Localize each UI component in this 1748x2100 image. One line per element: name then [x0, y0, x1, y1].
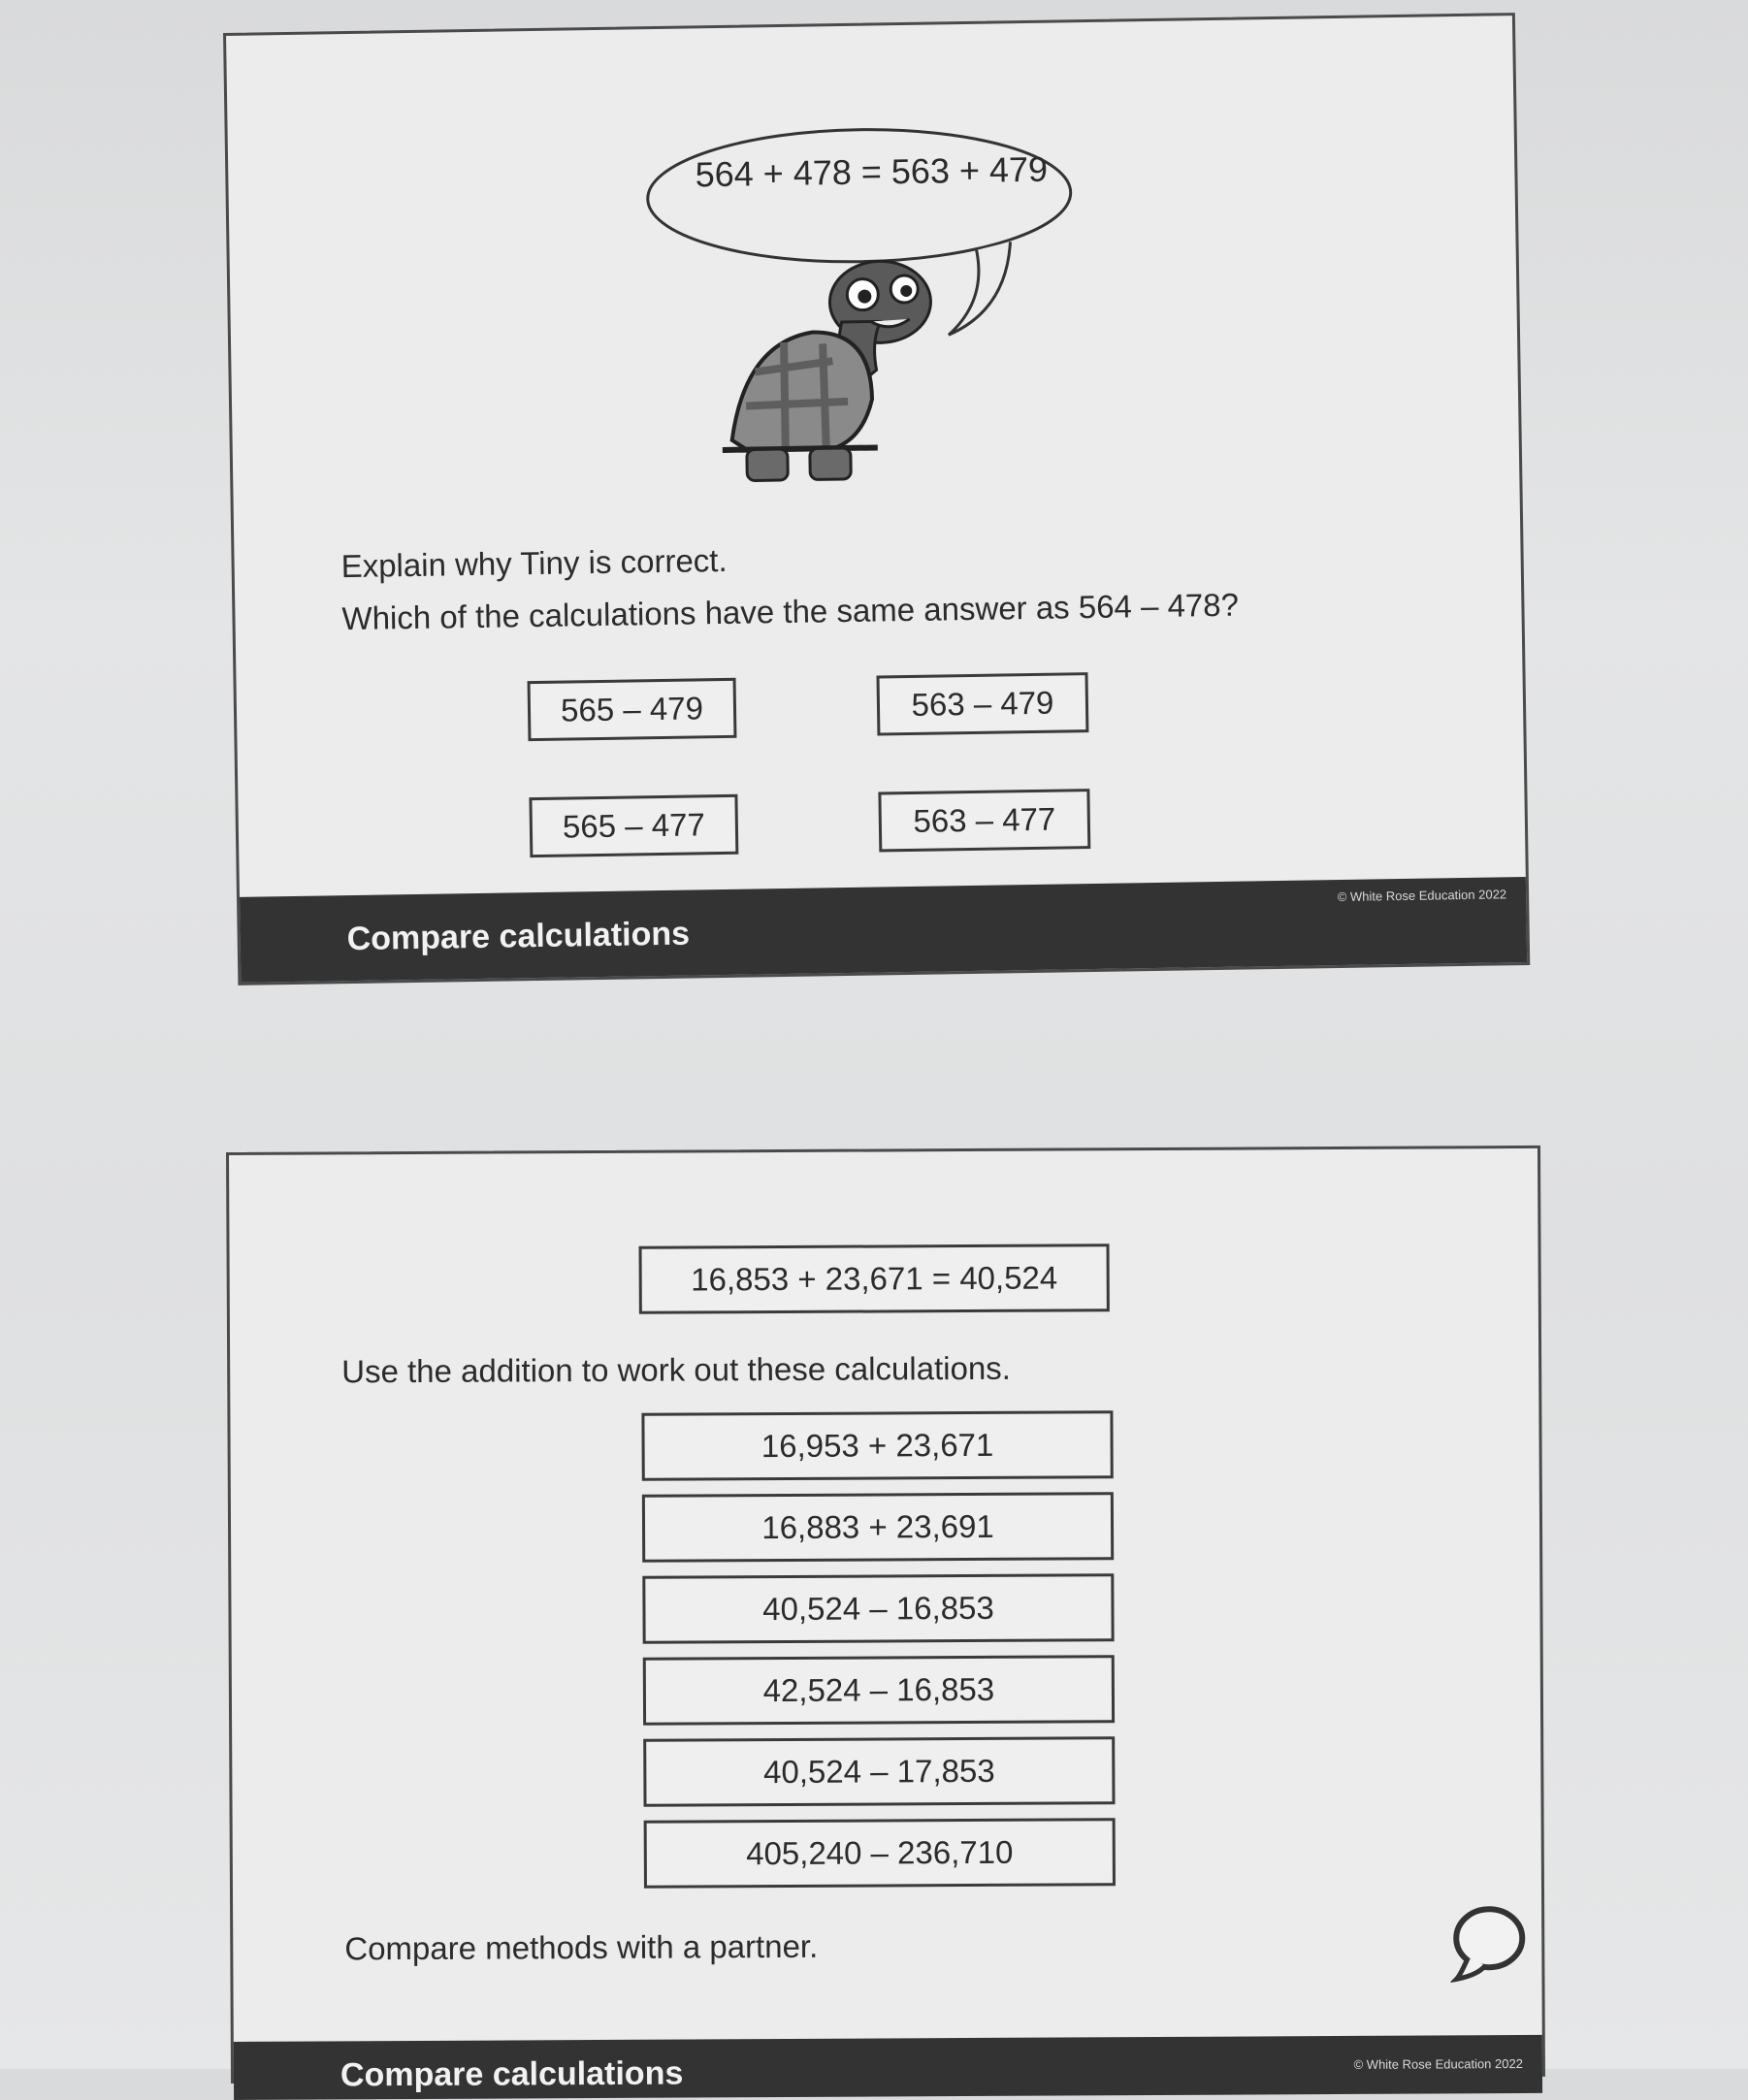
- calculation-box[interactable]: 405,240 – 236,710: [644, 1818, 1116, 1889]
- slide-compare-calculations-1: [223, 13, 1530, 985]
- copyright: © White Rose Education 2022: [1337, 887, 1507, 905]
- copyright: © White Rose Education 2022: [1353, 2056, 1523, 2072]
- tortoise-icon: [720, 261, 933, 481]
- given-equation: 16,853 + 23,671 = 40,524: [639, 1244, 1110, 1314]
- calculation-box[interactable]: 16,883 + 23,691: [642, 1492, 1114, 1563]
- speech-bubble-icon: [1450, 1897, 1528, 1985]
- option-box[interactable]: 565 – 477: [529, 794, 738, 857]
- option-box[interactable]: 563 – 479: [876, 672, 1088, 735]
- calculation-box[interactable]: 40,524 – 17,853: [643, 1736, 1115, 1807]
- footer-title: Compare calculations: [340, 2054, 684, 2094]
- speech-bubble-text: 564 + 478 = 563 + 479: [695, 148, 1049, 195]
- option-box[interactable]: 563 – 477: [878, 789, 1090, 852]
- calculation-box[interactable]: 16,953 + 23,671: [641, 1410, 1113, 1481]
- prompt-which: Which of the calculations have the same answer as 564 – 478?: [341, 586, 1240, 637]
- prompt-use-addition: Use the addition to work out these calculations.: [341, 1349, 1012, 1390]
- calculation-box[interactable]: 40,524 – 16,853: [642, 1573, 1114, 1644]
- option-box[interactable]: 565 – 479: [528, 678, 737, 741]
- slide-footer: [234, 2035, 1542, 2100]
- footer-title: Compare calculations: [346, 915, 691, 958]
- prompt-explain: Explain why Tiny is correct.: [340, 541, 728, 585]
- calculation-box[interactable]: 42,524 – 16,853: [643, 1655, 1115, 1726]
- slide-compare-calculations-2: [226, 1146, 1545, 2094]
- slide-footer: [240, 877, 1527, 983]
- prompt-compare-methods: Compare methods with a partner.: [344, 1927, 819, 1967]
